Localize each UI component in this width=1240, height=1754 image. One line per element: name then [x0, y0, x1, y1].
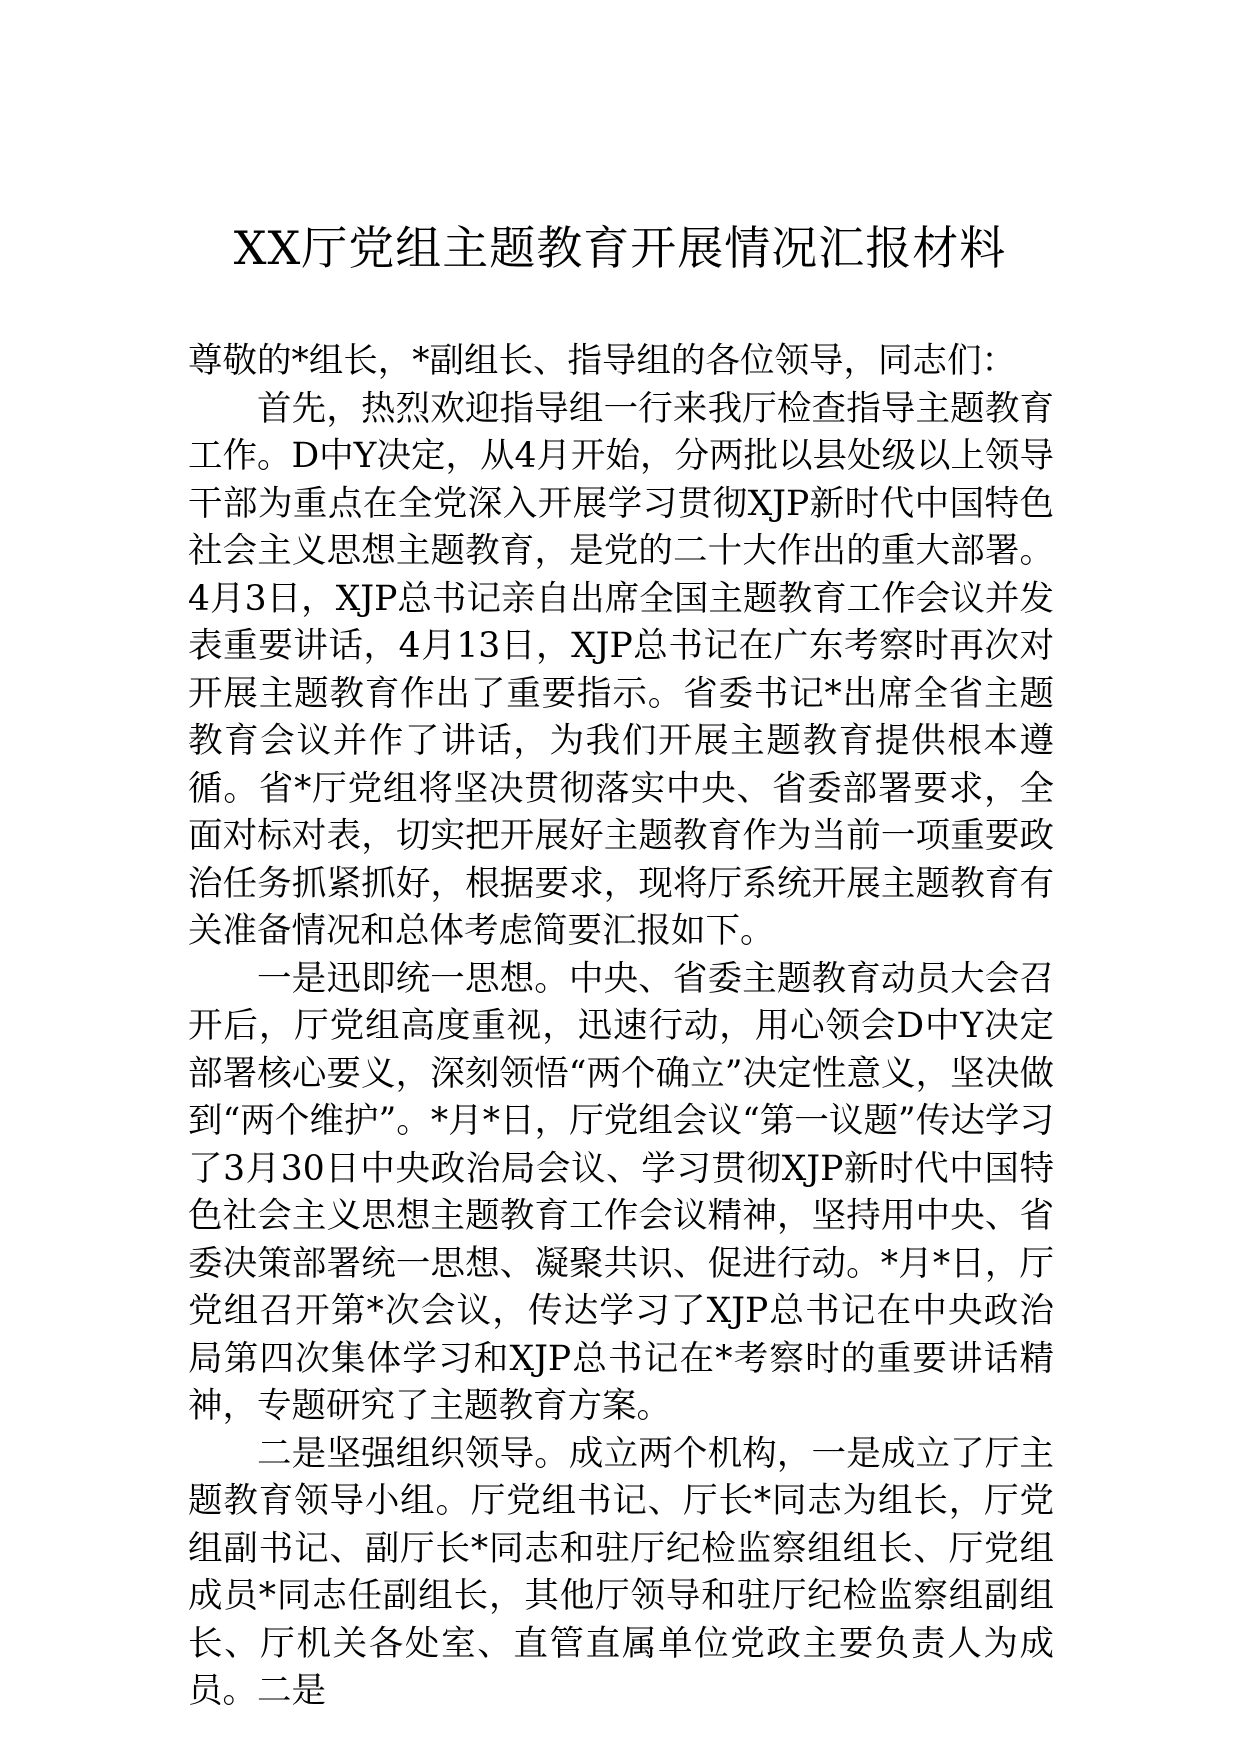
document-title: XX厅党组主题教育开展情况汇报材料 — [233, 221, 1007, 275]
salutation: 尊敬的*组长，*副组长、指导组的各位领导，同志们： — [188, 341, 1016, 381]
paragraph-unify-thinking: 一是迅即统一思想。中央、省委主题教育动员大会召开后，厅党组高度重视，迅速行动，用心领会D中Y决定部署核心要义，深刻领悟“两个确立”决定性意义，坚决做到“两个维护”。*月*日，厅党组会议“第一议题”传达学习了3月30日中央政治局会议、学习贯彻XJP新时代中国特色社会主义思想主题教育工作会议精神，坚持用中央、省委决策部署统一思想、凝聚共识、促进行动。*月*日，厅党组召开第*次会议，传达学习了XJP总书记在中央政治局第四次集体学习和XJP总书记在*考察时的重要讲话精神，专题研究了主题教育方案。 — [188, 958, 1054, 1426]
paragraph-intro: 首先，热烈欢迎指导组一行来我厅检查指导主题教育工作。D中Y决定，从4月开始，分两批以县处级以上领导干部为重点在全党深入开展学习贯彻XJP新时代中国特色社会主义思想主题教育，是党的二十大作出的重大部署。4月3日，XJP总书记亲自出席全国主题教育工作会议并发表重要讲话，4月13日，XJP总书记在广东考察时再次对开展主题教育作出了重要指示。省委书记*出席全省主题教育会议并作了讲话，为我们开展主题教育提供根本遵循。省*厅党组将坚决贯彻落实中央、省委部署要求，全面对标对表，切实把开展好主题教育作为当前一项重要政治任务抓紧抓好，根据要求，现将厅系统开展主题教育有关准备情况和总体考虑简要汇报如下。 — [188, 388, 1054, 951]
paragraph-organization-leadership: 二是坚强组织领导。成立两个机构，一是成立了厅主题教育领导小组。厅党组书记、厅长*同志为组长，厅党组副书记、副厅长*同志和驻厅纪检监察组组长、厅党组成员*同志任副组长，其他厅领导和驻厅纪检监察组副组长、厅机关各处室、直管直属单位党政主要负责人为成员。二是 — [188, 1433, 1054, 1711]
document-body — [188, 338, 1054, 1716]
